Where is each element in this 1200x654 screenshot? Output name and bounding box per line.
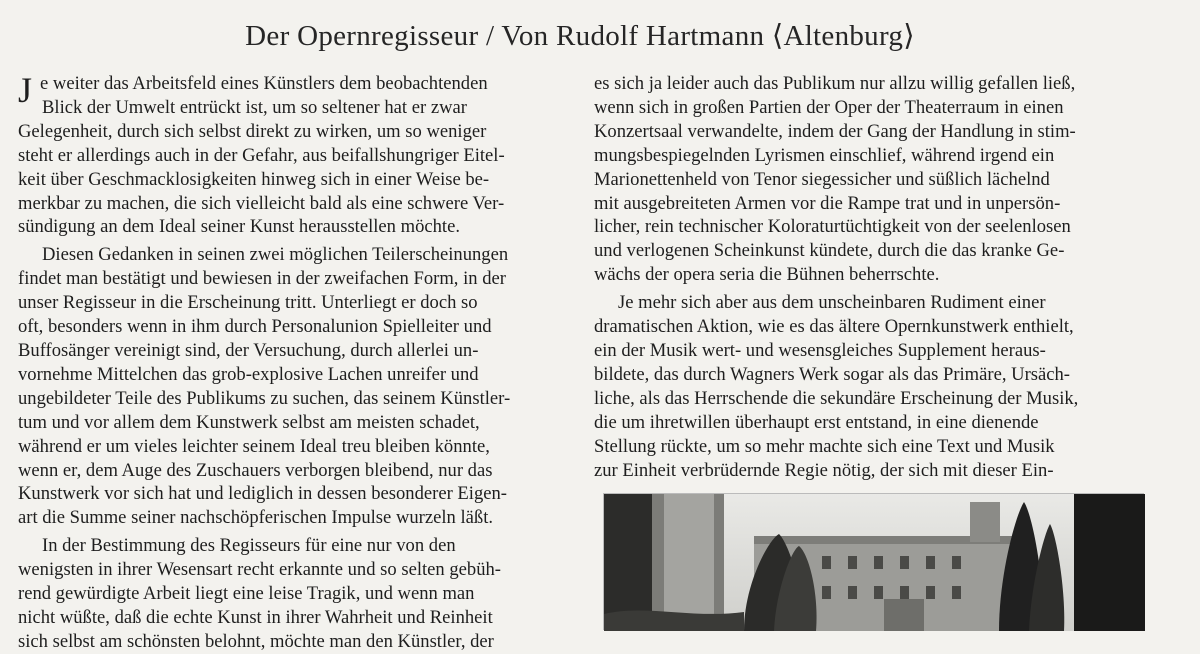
text-line: Konzertsaal verwandelte, indem der Gang der Handlung in stim- bbox=[594, 120, 1076, 142]
text-line: liche, als das Herrschende die sekundäre Erscheinung der Musik, bbox=[594, 387, 1079, 409]
text-line: bildete, das durch Wagners Werk sogar als das Primäre, Ursäch- bbox=[594, 363, 1070, 385]
text-line: es sich ja leider auch das Publikum nur allzu willig gefallen ließ, bbox=[594, 73, 1076, 94]
paragraph bbox=[18, 534, 568, 654]
text-line: zur Einheit verbrüdernde Regie nötig, der sich mit dieser Ein- bbox=[594, 459, 1054, 481]
text-line: oft, besonders wenn in ihm durch Personalunion Spielleiter und bbox=[18, 316, 492, 338]
villa-photograph bbox=[603, 493, 1144, 630]
text-line: wenn er, dem Auge des Zuschauers verborgen bleibend, nur das bbox=[18, 459, 493, 481]
text-line: dramatischen Aktion, wie es das ältere Opernkunstwerk enthielt, bbox=[594, 316, 1074, 338]
villa-garden-image bbox=[604, 494, 1145, 631]
text-line: mungsbespiegelnden Lyrismen einschlief, während irgend ein bbox=[594, 144, 1055, 166]
text-line: Blick der Umwelt entrückt ist, um so seltener hat er zwar bbox=[42, 96, 467, 118]
paragraph bbox=[594, 72, 1142, 287]
text-line: Diesen Gedanken in seinen zwei möglichen Teilerscheinungen bbox=[42, 244, 509, 266]
text-line: tum und vor allem dem Kunstwerk selbst am meisten schadet, bbox=[18, 411, 480, 433]
text-line: ein der Musik wert- und wesensgleiches Supplement heraus- bbox=[594, 339, 1046, 361]
paragraph bbox=[18, 243, 568, 530]
text-line: wenigsten in ihrer Wesensart recht erkannte und so selten gebüh- bbox=[18, 559, 501, 581]
text-line: sich selbst am schönsten belohnt, möchte man den Künstler, der bbox=[18, 630, 494, 652]
paragraph bbox=[18, 72, 568, 239]
paragraph bbox=[594, 291, 1142, 482]
text-line: findet man bestätigt und bewiesen in der zweifachen Form, in der bbox=[18, 268, 506, 290]
text-line: licher, rein technischer Koloraturtüchtigkeit von der seelenlosen bbox=[594, 216, 1071, 238]
text-line: e weiter das Arbeitsfeld eines Künstlers dem beobachtenden bbox=[40, 73, 488, 94]
text-line: unser Regisseur in die Erscheinung tritt. Unterliegt er doch so bbox=[18, 292, 478, 314]
drop-cap: J bbox=[18, 70, 33, 110]
text-line: nicht wüßte, daß die echte Kunst in ihrer Wahrheit und Reinheit bbox=[18, 606, 493, 628]
text-line: Stellung rückte, um so mehr machte sich eine Text und Musik bbox=[594, 435, 1055, 457]
text-line: Kunstwerk vor sich hat und lediglich in dessen besonderer Eigen- bbox=[18, 483, 507, 505]
text-line: wächs der opera seria die Bühnen beherrschte. bbox=[594, 264, 940, 286]
text-line: art die Summe seiner nachschöpferischen Impulse wurzeln läßt. bbox=[18, 507, 494, 529]
text-line: merkbar zu machen, die sich vielleicht bald als eine schwere Ver- bbox=[18, 192, 505, 214]
text-line: und verlogenen Scheinkunst kündete, durch die das kranke Ge- bbox=[594, 240, 1065, 262]
text-line: Gelegenheit, durch sich selbst direkt zu wirken, um so weniger bbox=[18, 120, 487, 142]
page-title: Der Opernregisseur / Von Rudolf Hartmann ⟨Altenburg⟩ bbox=[245, 20, 915, 52]
text-line: Marionettenheld von Tenor siegessicher und süßlich lächelnd bbox=[594, 168, 1050, 190]
text-line: In der Bestimmung des Regisseurs für eine nur von den bbox=[42, 535, 456, 557]
text-line: vornehme Mittelchen das grob-explosive Lachen unreifer und bbox=[18, 363, 479, 385]
text-line: rend gewürdigte Arbeit liegt eine leise Tragik, und wenn man bbox=[18, 583, 475, 605]
text-line: sündigung an dem Ideal seiner Kunst herausstellen möchte. bbox=[18, 216, 461, 238]
text-line: ungebildeter Teile des Publikums zu suchen, das seinem Künstler- bbox=[18, 387, 511, 409]
text-line: steht er allerdings auch in der Gefahr, aus beifallshungriger Eitel- bbox=[18, 144, 505, 166]
text-line: wenn sich in großen Partien der Oper der Theaterraum in einen bbox=[594, 96, 1064, 118]
text-line: mit ausgebreiteten Armen vor die Rampe trat und in unpersön- bbox=[594, 192, 1061, 214]
text-line: Buffosänger vereinigt sind, der Versuchung, durch allerlei un- bbox=[18, 339, 479, 361]
text-line: die um ihretwillen überhaupt erst entstand, in eine dienende bbox=[594, 411, 1039, 433]
text-line: während er um vieles leichter seinem Ideal treu bleiben könnte, bbox=[18, 435, 490, 457]
text-line: keit über Geschmacklosigkeiten hinweg sich in einer Weise be- bbox=[18, 168, 490, 190]
text-line: Je mehr sich aber aus dem unscheinbaren Rudiment einer bbox=[618, 292, 1046, 314]
left-column bbox=[18, 70, 568, 652]
